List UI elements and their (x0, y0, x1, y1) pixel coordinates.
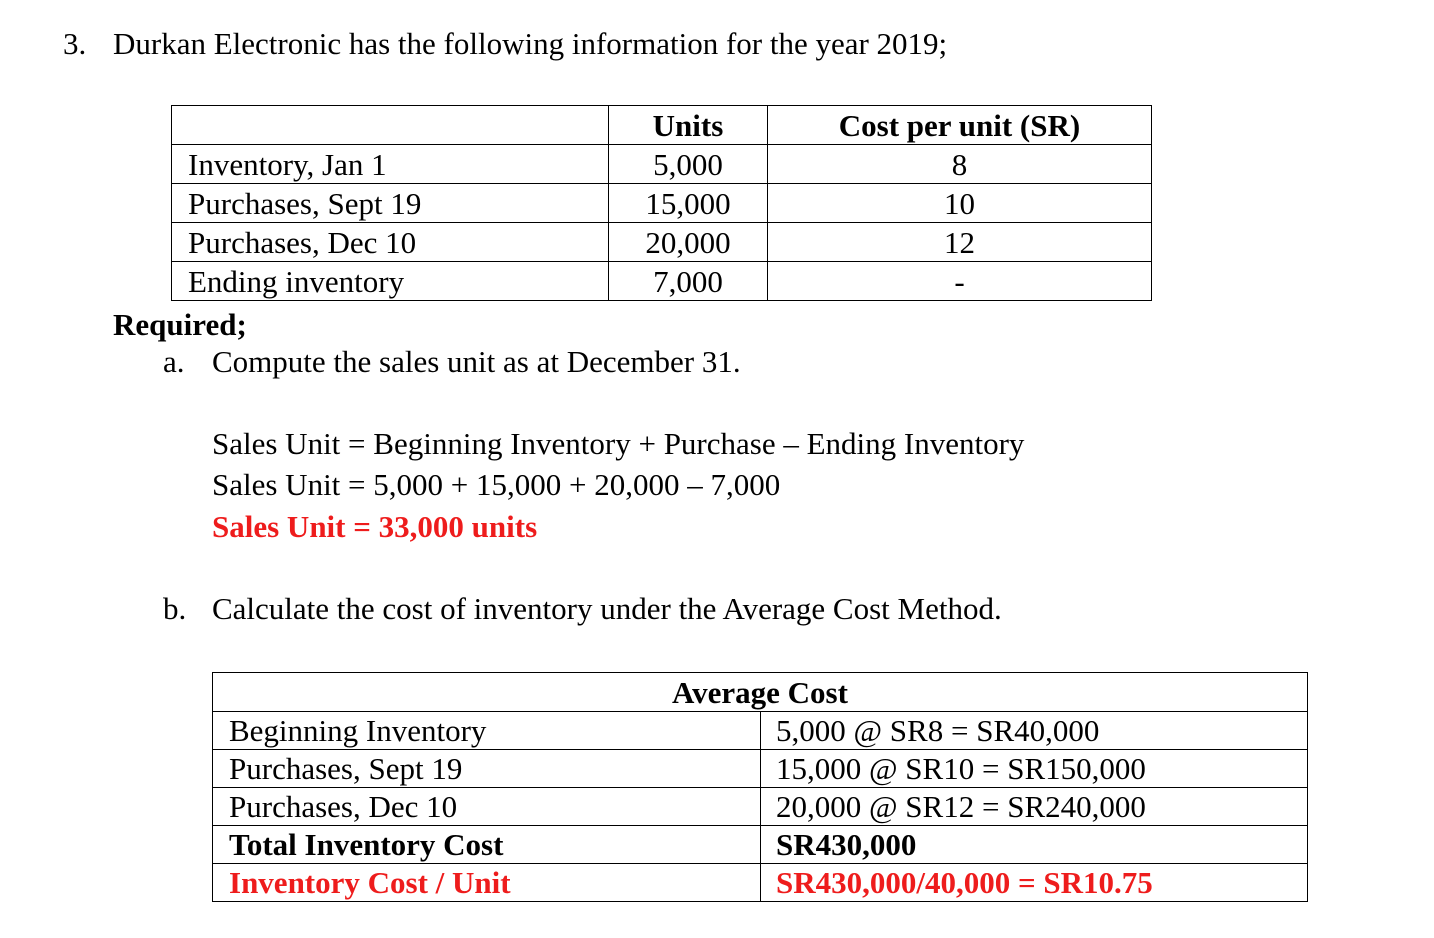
part-b-question: Calculate the cost of inventory under the Average Cost Method. (212, 591, 1002, 626)
cost-per-unit-row (213, 864, 1308, 902)
required-heading: Required; (113, 307, 247, 342)
table-header-row (172, 106, 1152, 145)
table-row (172, 262, 1152, 301)
row-label: Purchases, Dec 10 (172, 223, 609, 262)
cost-per-unit-value: SR430,000/40,000 = SR10.75 (761, 864, 1308, 902)
units-cell: 7,000 (609, 262, 768, 301)
row-value: 20,000 @ SR12 = SR240,000 (761, 788, 1308, 826)
average-cost-title: Average Cost (213, 673, 1308, 712)
row-value: 5,000 @ SR8 = SR40,000 (761, 712, 1308, 750)
row-label: Purchases, Dec 10 (213, 788, 761, 826)
row-label: Inventory, Jan 1 (172, 145, 609, 184)
question-number: 3. (63, 26, 87, 61)
total-label: Total Inventory Cost (213, 826, 761, 864)
cost-cell: 8 (768, 145, 1152, 184)
row-value: 15,000 @ SR10 = SR150,000 (761, 750, 1308, 788)
units-cell: 20,000 (609, 223, 768, 262)
table-row (172, 184, 1152, 223)
part-a-marker: a. (163, 344, 185, 379)
row-label: Beginning Inventory (213, 712, 761, 750)
sales-unit-formula: Sales Unit = Beginning Inventory + Purchase – Ending Inventory (212, 426, 1025, 461)
table-title-row (213, 673, 1308, 712)
cost-cell: 12 (768, 223, 1152, 262)
cost-cell: 10 (768, 184, 1152, 223)
sales-unit-answer: Sales Unit = 33,000 units (212, 509, 538, 544)
inventory-data-table (171, 105, 1152, 301)
part-a-question: Compute the sales unit as at December 31. (212, 344, 741, 379)
table-header-cell (172, 106, 609, 145)
table-row (172, 145, 1152, 184)
cost-per-unit-header: Cost per unit (SR) (768, 106, 1152, 145)
cost-per-unit-label: Inventory Cost / Unit (213, 864, 761, 902)
table-row (213, 712, 1308, 750)
average-cost-table (212, 672, 1308, 902)
question-text: Durkan Electronic has the following information for the year 2019; (113, 26, 948, 61)
part-b-marker: b. (163, 591, 187, 626)
sales-unit-substitution: Sales Unit = 5,000 + 15,000 + 20,000 – 7,000 (212, 467, 781, 502)
units-cell: 15,000 (609, 184, 768, 223)
row-label: Ending inventory (172, 262, 609, 301)
total-value: SR430,000 (761, 826, 1308, 864)
units-header: Units (609, 106, 768, 145)
table-row (213, 750, 1308, 788)
table-row (172, 223, 1152, 262)
table-row (213, 788, 1308, 826)
row-label: Purchases, Sept 19 (213, 750, 761, 788)
total-row (213, 826, 1308, 864)
cost-cell: - (768, 262, 1152, 301)
units-cell: 5,000 (609, 145, 768, 184)
row-label: Purchases, Sept 19 (172, 184, 609, 223)
